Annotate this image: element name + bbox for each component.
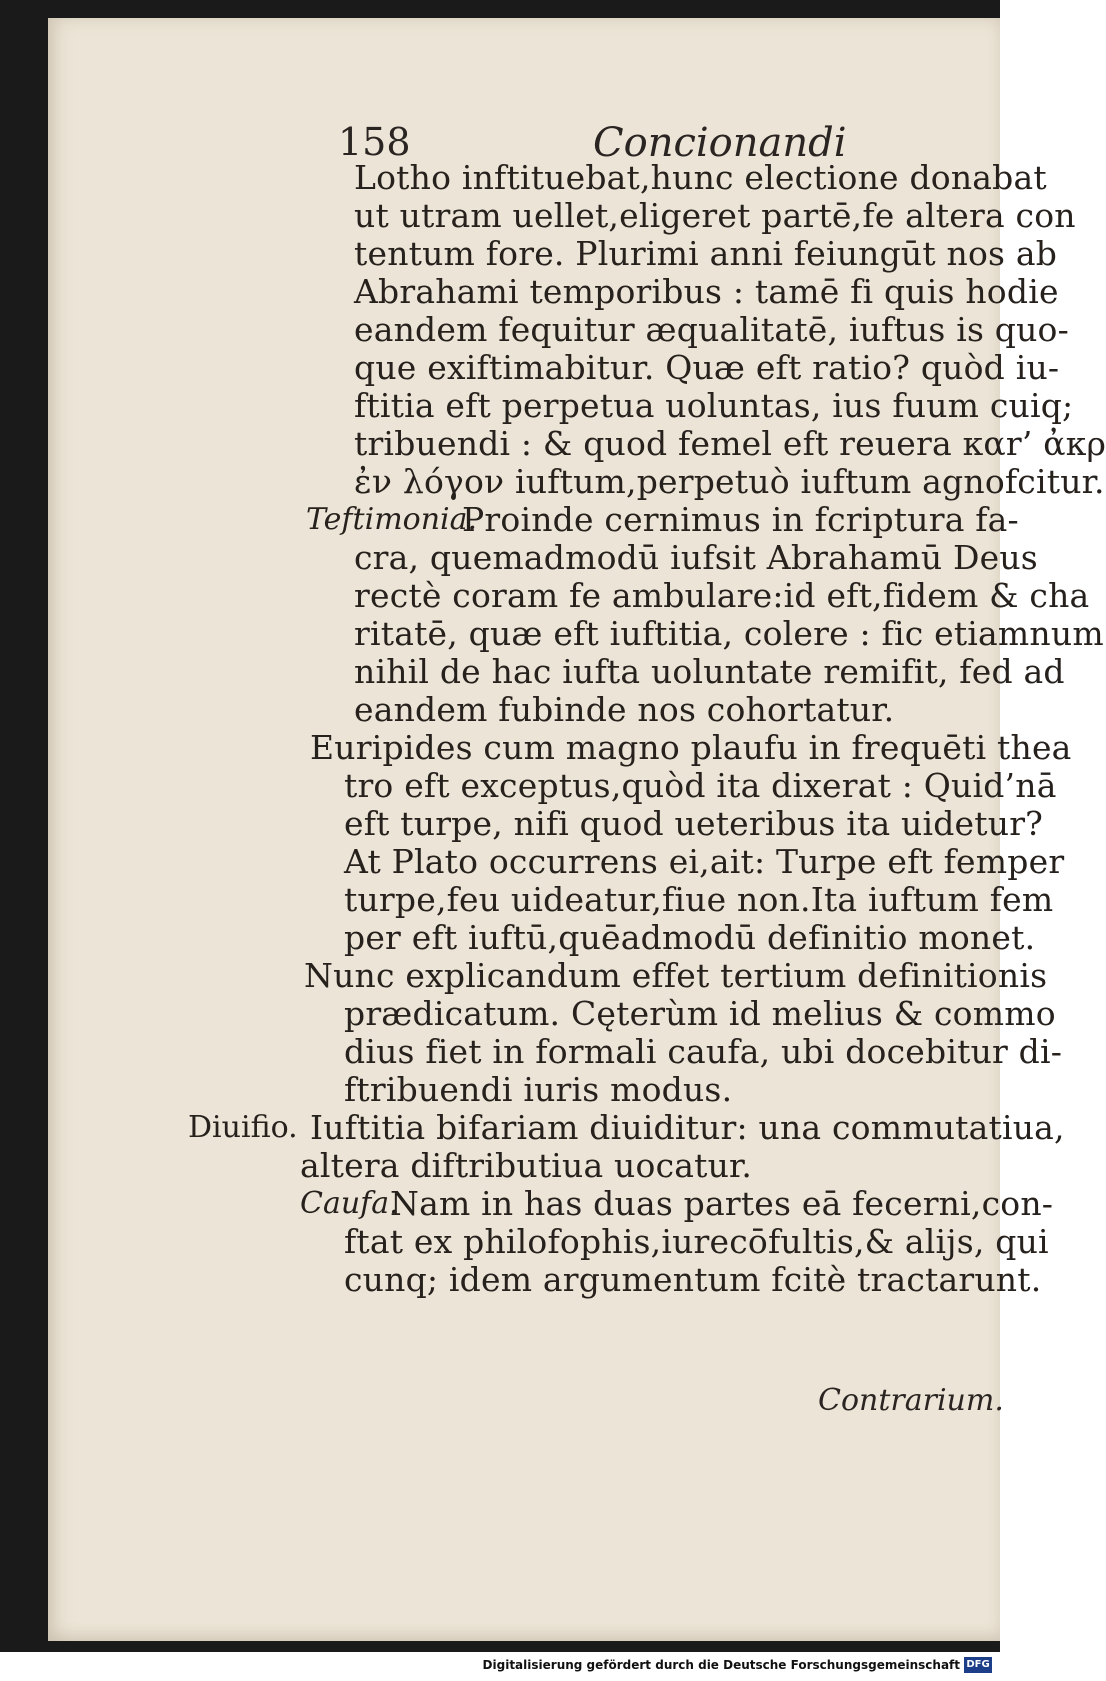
book-page xyxy=(48,18,1106,1641)
text-line: cunq; idem argumentum fcitè tractarunt. xyxy=(344,1260,1042,1299)
text-line: turpe,feu uideatur,fiue non.Ita iuftum fem xyxy=(344,880,1054,919)
margin-note-causa: Caufa. xyxy=(300,1186,399,1221)
text-line: tentum fore. Plurimi anni feiungūt nos ab xyxy=(354,234,1058,273)
text-line: Proinde cernimus in fcriptura fa- xyxy=(462,500,1019,539)
text-line: ftribuendi iuris modus. xyxy=(344,1070,733,1109)
text-line: At Plato occurrens ei,ait: Turpe eft femper xyxy=(344,842,1065,881)
text-line: que exiftimabitur. Quæ eft ratio? quòd iu- xyxy=(354,348,1060,387)
dfg-logo-icon: DFG xyxy=(964,1657,992,1673)
text-line: tribuendi : & quod femel eft reuera καr’ ἀκρ xyxy=(354,424,1106,463)
text-line: Nunc explicandum effet tertium definitionis xyxy=(304,956,1048,995)
text-line: ftat ex philofophis,iurecōfultis,& alijs, qui xyxy=(344,1222,1049,1261)
digitization-footer xyxy=(0,1652,1000,1681)
text-line: Nam in has duas partes eā fecerni,con- xyxy=(390,1184,1054,1223)
text-line: Lotho inftituebat,hunc electione donabat xyxy=(354,158,1047,197)
text-line: ritatē, quæ eft iuftitia, colere : fic etiamnum xyxy=(354,614,1104,653)
text-line: Iuftitia bifariam diuiditur: una commutatiua, xyxy=(310,1108,1065,1147)
text-line: ut utram uellet,eligeret partē,fe altera con xyxy=(354,196,1076,235)
text-line: cra, quemadmodū iufsit Abrahamū Deus xyxy=(354,538,1038,577)
text-line: ἐν λόγον iuftum,perpetuò iuftum agnofcitur. xyxy=(354,462,1105,501)
margin-note-diuisio: Diuifio. xyxy=(188,1110,298,1145)
funding-credit: Digitalisierung gefördert durch die Deutsche Forschungsgemeinschaft xyxy=(482,1658,960,1672)
text-line: tro eft exceptus,quòd ita dixerat : Quid’nā xyxy=(344,766,1057,805)
text-line: rectè coram fe ambulare:id eft,fidem & cha xyxy=(354,576,1090,615)
text-line: eandem fequitur æqualitatē, iuftus is quo- xyxy=(354,310,1069,349)
margin-note-testimonia: Teftimonia. xyxy=(306,502,478,537)
running-head: Concionandi xyxy=(593,120,847,166)
text-line: prædicatum. Cęterùm id melius & commo xyxy=(344,994,1056,1033)
text-line: Euripides cum magno plaufu in frequēti thea xyxy=(310,728,1072,767)
text-line: dius fiet in formali caufa, ubi docebitur di- xyxy=(344,1032,1063,1071)
text-line: nihil de hac iufta uoluntate remifit, fed ad xyxy=(354,652,1065,691)
page-number: 158 xyxy=(338,120,411,164)
text-line: eft turpe, nifi quod ueteribus ita uidetur? xyxy=(344,804,1044,843)
catchword: Contrarium. xyxy=(818,1383,1004,1418)
text-line: ftitia eft perpetua uoluntas, ius fuum cuiq; xyxy=(354,386,1074,425)
text-line: per eft iuftū,quēadmodū definitio monet. xyxy=(344,918,1036,957)
text-line: altera diftributiua uocatur. xyxy=(300,1146,753,1185)
text-line: Abrahami temporibus : tamē fi quis hodie xyxy=(354,272,1059,311)
text-line: eandem fubinde nos cohortatur. xyxy=(354,690,895,729)
